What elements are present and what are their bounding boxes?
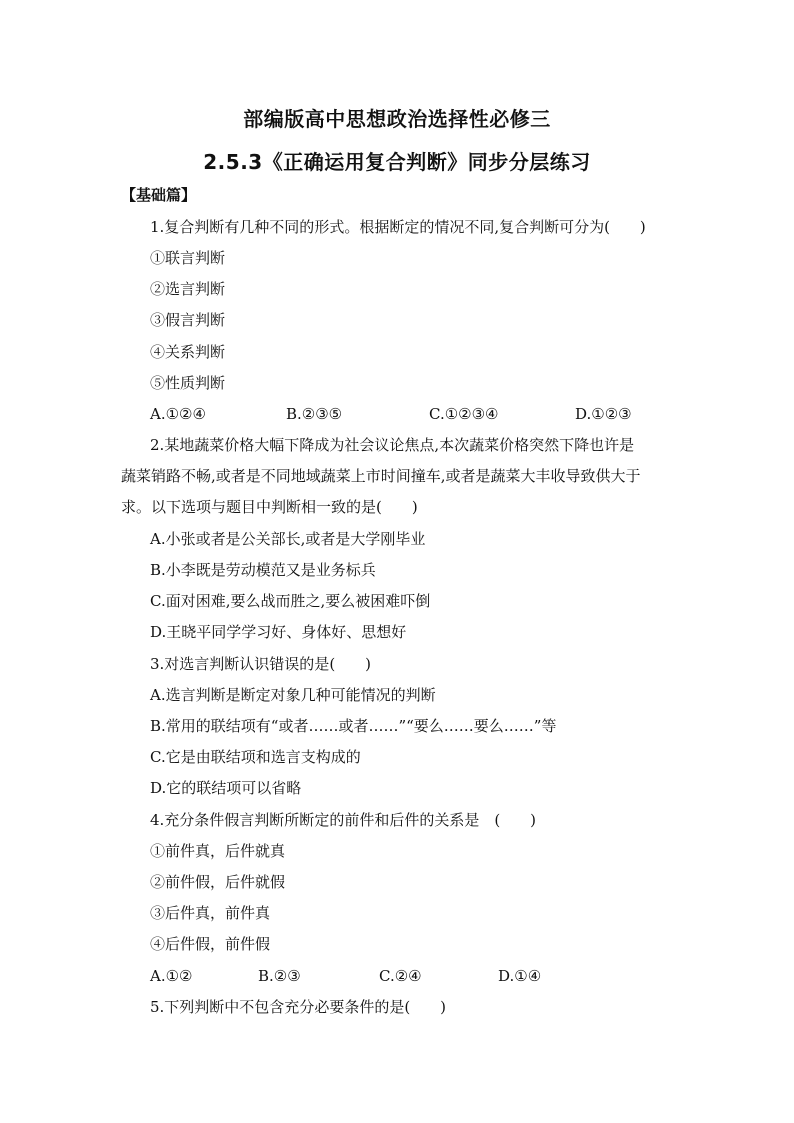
q4-option-c: C.②④ [379, 967, 422, 985]
q1-option-d: D.①②③ [575, 405, 632, 423]
document-title: 部编版高中思想政治选择性必修三 [243, 107, 551, 131]
q4-option-d: D.①④ [498, 967, 542, 985]
q5-stem: 5.下列判断中不包含充分必要条件的是( ) [150, 998, 447, 1016]
q2-option-c: C.面对困难,要么战而胜之,要么被困难吓倒 [150, 592, 431, 610]
document-subtitle: 2.5.3《正确运用复合判断》同步分层练习 [203, 150, 591, 174]
q1-item: ③假言判断 [150, 311, 226, 329]
q2-stem-line: 蔬菜销路不畅,或者是不同地域蔬菜上市时间撞车,或者是蔬菜大丰收导致供大于 [121, 467, 641, 485]
q3-option-b: B.常用的联结项有“或者……或者……”“要么……要么……”等 [150, 717, 557, 735]
q1-item: ①联言判断 [150, 249, 226, 267]
q3-option-c: C.它是由联结项和选言支构成的 [150, 748, 361, 766]
q4-option-b: B.②③ [258, 967, 301, 985]
q4-item: ①前件真，后件就真 [150, 842, 286, 860]
q2-stem-line: 2.某地蔬菜价格大幅下降成为社会议论焦点,本次蔬菜价格突然下降也许是 [150, 436, 635, 454]
q2-stem-line: 求。以下选项与题目中判断相一致的是( ) [121, 498, 418, 516]
q2-option-a: A.小张或者是公关部长,或者是大学刚毕业 [150, 530, 426, 548]
q1-item: ④关系判断 [150, 343, 226, 361]
q3-option-d: D.它的联结项可以省略 [150, 779, 302, 797]
q4-item: ④后件假，前件假 [150, 935, 271, 953]
q1-option-c: C.①②③④ [429, 405, 499, 423]
q2-option-b: B.小李既是劳动模范又是业务标兵 [150, 561, 376, 579]
section-heading-basic: 【基础篇】 [121, 186, 197, 204]
q1-option-b: B.②③⑤ [286, 405, 343, 423]
q4-stem: 4.充分条件假言判断所断定的前件和后件的关系是 ( ) [150, 811, 537, 829]
q1-item: ②选言判断 [150, 280, 226, 298]
q1-stem: 1.复合判断有几种不同的形式。根据断定的情况不同,复合判断可分为( ) [150, 218, 646, 236]
q4-item: ②前件假，后件就假 [150, 873, 286, 891]
q4-option-a: A.①② [150, 967, 193, 985]
q1-item: ⑤性质判断 [150, 374, 226, 392]
q1-option-a: A.①②④ [150, 405, 206, 423]
q4-item: ③后件真，前件真 [150, 904, 271, 922]
q2-option-d: D.王晓平同学学习好、身体好、思想好 [150, 623, 407, 641]
q3-stem: 3.对选言判断认识错误的是( ) [150, 655, 372, 673]
q3-option-a: A.选言判断是断定对象几种可能情况的判断 [150, 686, 436, 704]
